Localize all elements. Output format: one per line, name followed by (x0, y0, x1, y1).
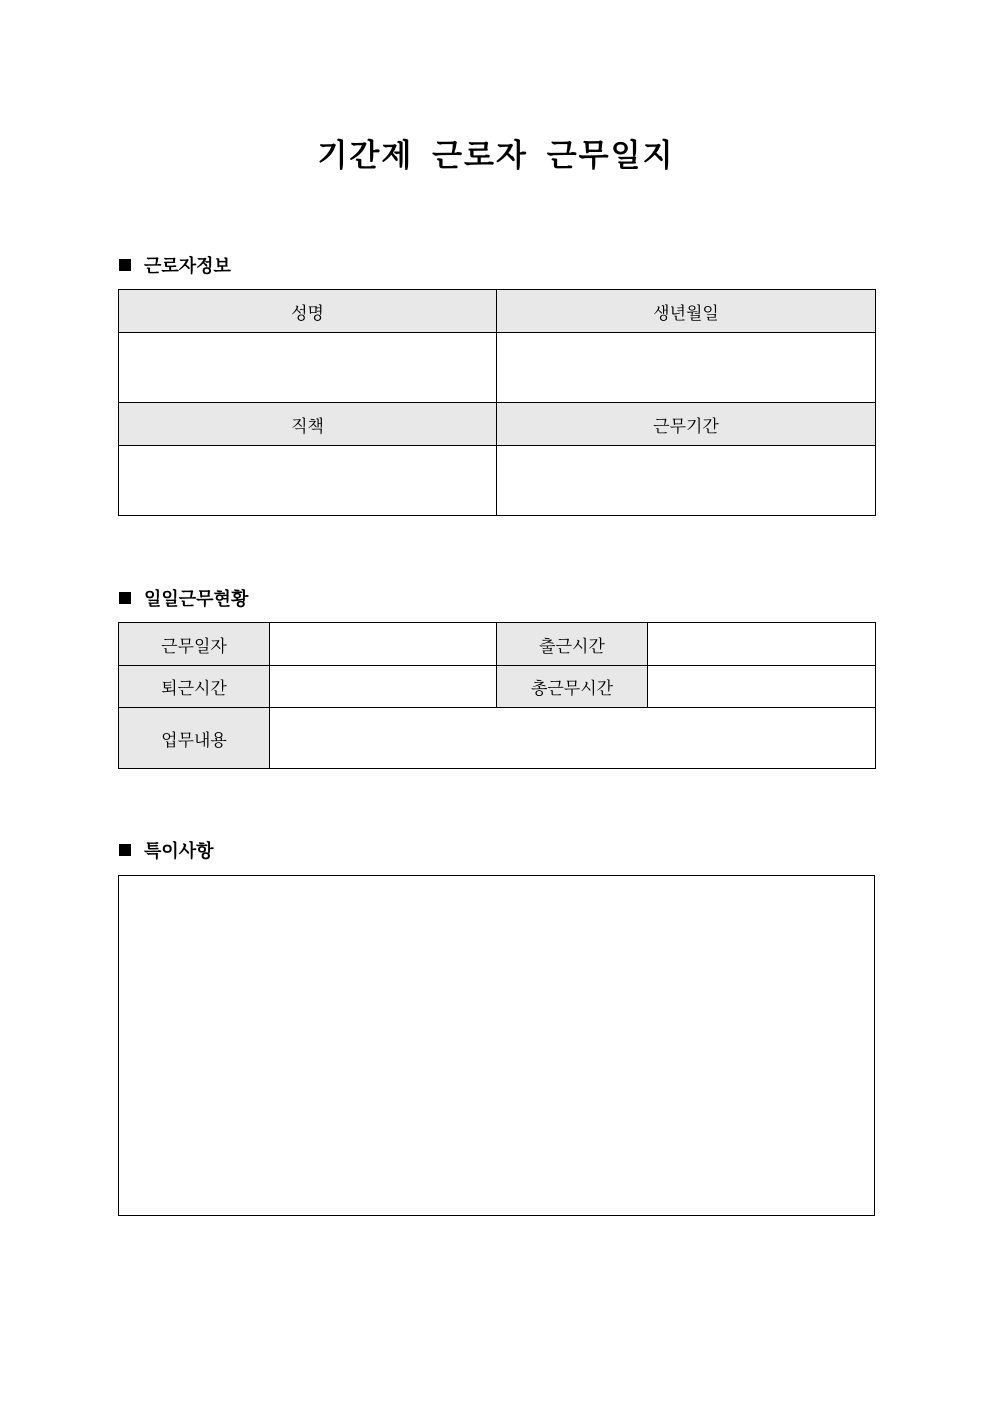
work-date-label: 근무일자 (119, 623, 270, 666)
position-field[interactable] (119, 446, 497, 516)
clock-out-label: 퇴근시간 (119, 666, 270, 708)
task-description-label: 업무내용 (119, 708, 270, 769)
clock-in-field[interactable] (648, 623, 876, 666)
section-heading-label: 일일근무현황 (144, 589, 249, 610)
birth-date-field[interactable] (497, 333, 876, 403)
section-heading-remarks (119, 838, 214, 862)
name-label: 성명 (119, 290, 497, 333)
section-heading-worker-info (119, 253, 231, 277)
name-field[interactable] (119, 333, 497, 403)
square-bullet-icon (119, 259, 131, 271)
square-bullet-icon (119, 844, 131, 856)
total-hours-label: 총근무시간 (497, 666, 648, 708)
worker-info-table (118, 289, 876, 516)
remarks-field[interactable] (118, 875, 875, 1216)
section-heading-label: 근로자정보 (144, 256, 231, 277)
section-heading-daily-status (119, 586, 248, 610)
work-period-label: 근무기간 (497, 403, 876, 446)
total-hours-field[interactable] (648, 666, 876, 708)
clock-out-field[interactable] (270, 666, 497, 708)
work-date-field[interactable] (270, 623, 497, 666)
daily-status-table (118, 622, 876, 769)
birth-date-label: 생년월일 (497, 290, 876, 333)
document-title: 기간제 근로자 근무일지 (317, 138, 675, 174)
clock-in-label: 출근시간 (497, 623, 648, 666)
task-description-field[interactable] (270, 708, 876, 769)
work-period-field[interactable] (497, 446, 876, 516)
square-bullet-icon (119, 592, 131, 604)
position-label: 직책 (119, 403, 497, 446)
section-heading-label: 특이사항 (144, 841, 214, 862)
